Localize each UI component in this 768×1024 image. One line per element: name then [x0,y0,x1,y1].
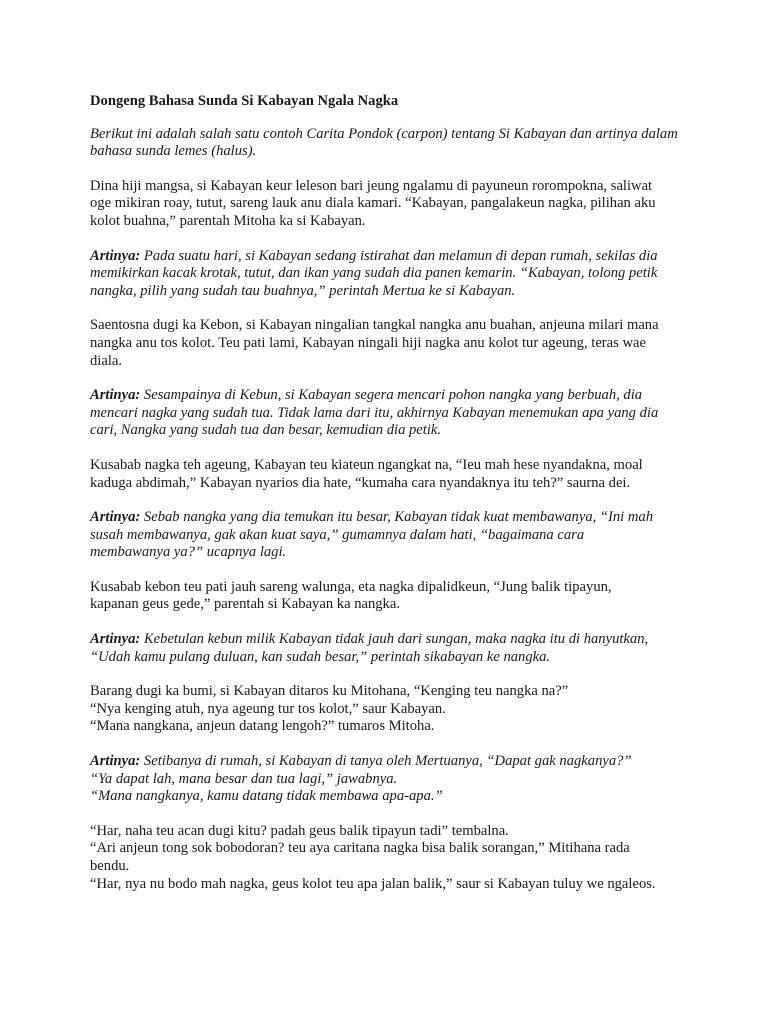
paragraph-line: “Udah kamu pulang duluan, kan sudah besar,” perintah sikabayan ke nangka. [90,648,551,665]
translation-paragraph [90,248,690,301]
paragraph-line: Artinya: Setibanya di rumah, si Kabayan di tanya oleh Mertuanya, “Dapat gak nagkanya?” [90,753,632,770]
paragraph-line: Artinya: Kebetulan kebun milik Kabayan tidak jauh dari sungan, maka nagka itu di hanyutkan, [90,631,649,648]
paragraph-line: Artinya: Sesampainya di Kebun, si Kabayan segera mencari pohon nangka yang berbuah, dia [90,387,643,404]
translation-paragraph [90,631,690,666]
paragraph-line: Artinya: Sebab nangka yang dia temukan itu besar, Kabayan tidak kuat membawanya, “Ini mah [90,509,654,526]
translation-label: Artinya: [90,753,141,770]
paragraph-line: “Nya kenging atuh, nya ageung tur tos kolot,” saur Kabayan. [90,700,446,717]
document-title: Dongeng Bahasa Sunda Si Kabayan Ngala Nagka [90,93,399,109]
translation-label: Artinya: [90,509,141,526]
paragraph-line: “Ya dapat lah, mana besar dan tua lagi,” jawabnya. [90,770,398,787]
paragraph-line: mencari nagka yang sudah tua. Tidak lama dari itu, akhirnya Kabayan menemukan apa yang dia [90,404,659,421]
sundanese-paragraph [90,457,690,492]
paragraph-line: memikirkan kacak krotak, tutut, dan ikan yang sudah dia panen kemarin. “Kabayan, tolong petik [90,265,658,282]
sundanese-paragraph [90,178,690,231]
sundanese-paragraph [90,683,690,736]
paragraph-line: “Mana nangkanya, kamu datang tidak membawa apa-apa.” [90,788,443,805]
translation-paragraph [90,387,690,440]
paragraph-line: “Har, naha teu acan dugi kitu? padah geus balik tipayun tadi” tembalna. [90,822,509,839]
sundanese-paragraph [90,823,690,893]
paragraph-line: kapanan geus gede,” parentah si Kabayan ka nangka. [90,596,400,613]
paragraph-line: Artinya: Pada suatu hari, si Kabayan sedang istirahat dan melamun di depan rumah, sekilas dia [90,247,658,264]
paragraph-line: diala. [90,352,123,369]
paragraph-line: “Mana nangkana, anjeun datang lengoh?” tumaros Mitoha. [90,718,435,735]
story-paragraphs [90,178,690,893]
paragraph-line: cari, Nangka yang sudah tua dan besar, kemudian dia petik. [90,422,442,439]
paragraph-line: membawanya ya?” ucapnya lagi. [90,544,287,561]
sundanese-paragraph [90,579,690,614]
paragraph-line: nangka, pilih yang sudah tau buahnya,” perintah Mertua ke si Kabayan. [90,282,516,299]
intro-paragraph: Berikut ini adalah salah satu contoh Carita Pondok (carpon) tentang Si Kabayan dan artinya dalam bahasa sunda lemes (halus). [90,125,678,160]
paragraph-line: Saentosna dugi ka Kebon, si Kabayan ningalian tangkal nangka anu buahan, anjeuna milari mana [90,317,659,334]
translation-label: Artinya: [90,631,141,648]
paragraph-line: bendu. [90,858,130,874]
paragraph-line: susah membawanya, gak akan kuat saya,” gumamnya dalam hati, “bagaimana cara [90,526,585,543]
paragraph-line: Kusabab kebon teu pati jauh sareng walunga, eta nagka dipalidkeun, “Jung balik tipayun, [90,578,612,595]
paragraph-line: Kusabab nagka teh ageung, Kabayan teu kiateun ngangkat na, “Ieu mah hese nyandakna, moal [90,456,643,473]
translation-label: Artinya: [90,247,141,264]
sundanese-paragraph [90,317,690,370]
paragraph-line: “Ari anjeun tong sok bobodoran? teu aya caritana nagka bisa balik sorangan,” Mitihana rada [90,840,630,857]
paragraph-line: “Har, nya nu bodo mah nagka, geus kolot teu apa jalan balik,” saur si Kabayan tuluy we ngaleos. [90,875,656,892]
paragraph-line: Dina hiji mangsa, si Kabayan keur leleson bari jeung ngalamu di payuneun rorompokna, saliwat [90,177,653,194]
paragraph-line: Barang dugi ka bumi, si Kabayan ditaros ku Mitohana, “Kenging teu nangka na?” [90,683,569,700]
document-body [90,93,690,910]
translation-label: Artinya: [90,387,141,404]
paragraph-line: nangka anu tos kolot. Teu pati lami, Kabayan ningali hiji nagka anu kolot tur ageung, teras wae [90,334,646,351]
paragraph-line: oge mikiran roay, tutut, sareng lauk anu diala kamari. “Kabayan, pangalakeun nagka, pilihan aku [90,195,656,212]
translation-paragraph [90,509,690,562]
paragraph-line: kaduga abdimah,” Kabayan nyarios dia hate, “kumaha cara nyandaknya itu teh?” saurna dei. [90,474,631,491]
paragraph-line: kolot buahna,” parentah Mitoha ka si Kabayan. [90,212,366,229]
translation-paragraph [90,753,690,806]
